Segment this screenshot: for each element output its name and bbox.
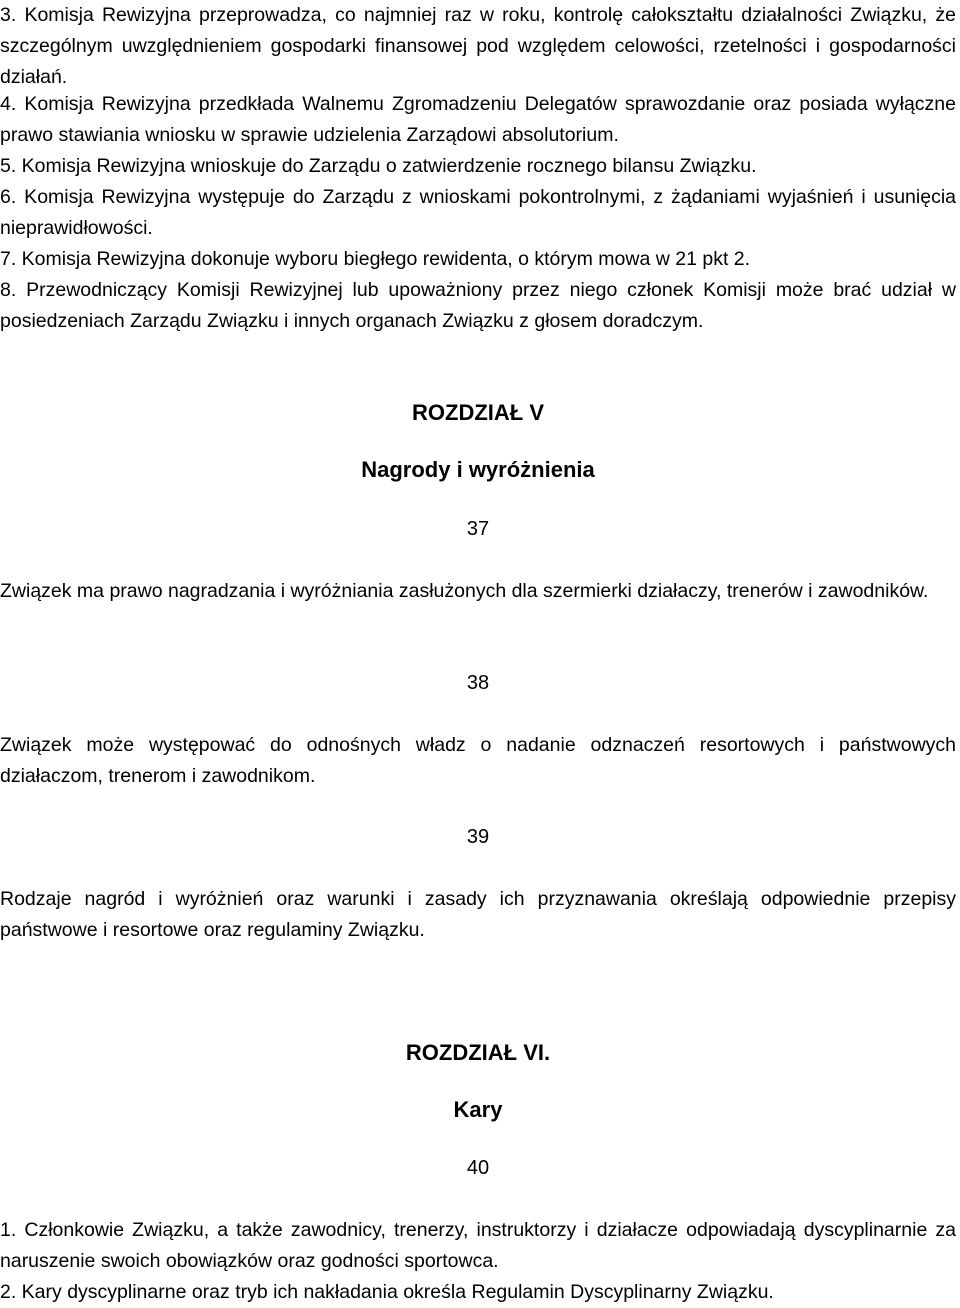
paragraph-item-4: 4. Komisja Rewizyjna przedkłada Walnemu Zgromadzeniu Delegatów sprawozdanie oraz posiada wyłączne prawo stawiania wniosku w sprawie udzielenia Zarządowi absolutorium. (0, 93, 956, 146)
chapter-5-heading: ROZDZIAŁ V (412, 400, 544, 425)
paragraph-item-7: 7. Komisja Rewizyjna dokonuje wyboru biegłego rewidenta, o którym mowa w 21 pkt 2. (0, 248, 751, 270)
section-39-text: Rodzaje nagród i wyróżnień oraz warunki i zasady ich przyznawania określają odpowiednie przepisy państwowe i resortowe oraz regulaminy Związku. (0, 888, 956, 941)
section-37-label: 37 (466, 518, 490, 540)
paragraph-item-3: 3. Komisja Rewizyjna przeprowadza, co najmniej raz w roku, kontrolę całokształtu działalności Związku, że szczególnym uwzględnieniem gospodarki finansowej pod względem celowości, rzetelności i gospodarności działań. (0, 4, 956, 88)
paragraph-item-6: 6. Komisja Rewizyjna występuje do Zarządu z wnioskami pokontrolnymi, z żądaniami wyjaśnień i usunięcia nieprawidłowości. (0, 186, 956, 239)
paragraph-item-8: 8. Przewodniczący Komisji Rewizyjnej lub upoważniony przez niego członek Komisji może brać udział w posiedzeniach Zarządu Związku i innych organach Związku z głosem doradczym. (0, 279, 956, 332)
section-38-text: Związek może występować do odnośnych władz o nadanie odznaczeń resortowych i państwowych działaczom, trenerom i zawodnikom. (0, 734, 956, 787)
chapter-6-heading: ROZDZIAŁ VI. (405, 1040, 551, 1065)
section-40-item-2: 2. Kary dyscyplinarne oraz tryb ich nakładania określa Regulamin Dyscyplinarny Związku. (0, 1281, 774, 1303)
chapter-6-title: Kary (453, 1097, 503, 1122)
section-38-label: 38 (466, 672, 490, 694)
section-40-item-1: 1. Członkowie Związku, a także zawodnicy, trenerzy, instruktorzy i działacze odpowiadają dyscyplinarnie za naruszenie swoich obowiązków oraz godności sportowca. (0, 1219, 956, 1272)
paragraph-item-5: 5. Komisja Rewizyjna wnioskuje do Zarządu o zatwierdzenie rocznego bilansu Związku. (0, 155, 757, 177)
section-40-label: 40 (466, 1157, 490, 1179)
section-37-text: Związek ma prawo nagradzania i wyróżniania zasłużonych dla szermierki działaczy, trenerów i zawodników. (0, 580, 929, 602)
section-39-label: 39 (466, 826, 490, 848)
chapter-5-title: Nagrody i wyróżnienia (361, 457, 595, 482)
